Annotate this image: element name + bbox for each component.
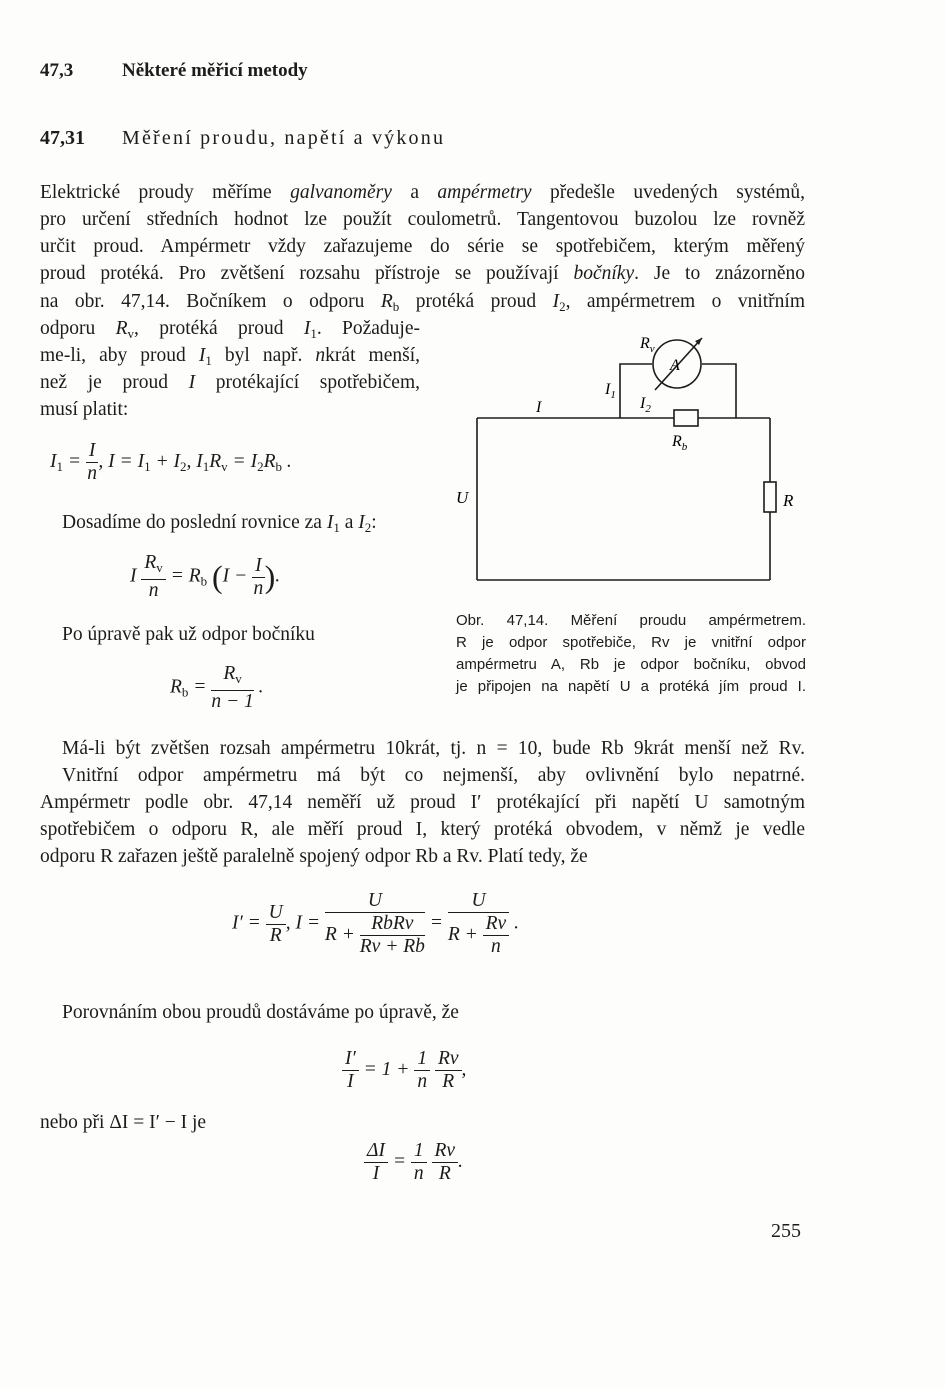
subsection-title: Měření proudu, napětí a výkonu bbox=[122, 127, 446, 149]
text-nebo: nebo při ΔI = I′ − I je bbox=[40, 1112, 207, 1133]
label-r: R bbox=[783, 491, 794, 510]
text-po-uprave: Po úpravě pak už odpor bočníku bbox=[62, 624, 315, 645]
equation-5: $\frac{I'}{I}$ = 1 + $\frac{1}{n}$ $\frac{Rv}{R}$ , bbox=[342, 1048, 466, 1093]
equation-4: I′ = $\frac{U}{R}$ , I = U R + $\frac{\text{RbRv}}{Rv + Rb}$ = U R + $\frac{Rv}{n}$ . bbox=[232, 890, 519, 957]
label-i1: $I_1$ bbox=[605, 381, 616, 401]
paragraph-line: spotřebičem o odporu R, ale měří proud I, který protéká obvodem, v němž je vedle bbox=[40, 819, 805, 840]
paragraph-line: Vnitřní odpor ampérmetru má být co nejmenší, aby ovlivnění bylo nepatrné. bbox=[62, 765, 805, 786]
paragraph-line: me-li, aby proud $I_1$ byl např. nkrát menší, bbox=[40, 345, 420, 368]
label-i2: $I_2$ bbox=[640, 395, 651, 415]
section-heading bbox=[40, 60, 308, 82]
equation-3: $R_b$ = $\frac{R_v}{n - 1}$ . bbox=[170, 663, 264, 712]
equation-2: I $\frac{R_v}{n}$ = $R_b$ (I − $\frac{I}{n}$ ). bbox=[130, 552, 281, 601]
equation-6: $\frac{\Delta I}{I}$ = $\frac{1}{n}$ $\frac{Rv}{R}$ . bbox=[364, 1140, 463, 1185]
paragraph-line: určit proud. Ampérmetr vždy zařazujeme do série se spotřebičem, kterým měřený bbox=[40, 236, 805, 257]
label-a: A bbox=[670, 357, 680, 374]
load-resistor bbox=[764, 482, 776, 512]
paragraph-line: musí platit: bbox=[40, 399, 129, 420]
figure-caption-line: R je odpor spotřebiče, Rv je vnitřní odpor bbox=[456, 634, 806, 651]
subsection-number: 47,31 bbox=[40, 127, 85, 149]
circuit-diagram bbox=[440, 320, 820, 590]
shunt-resistor bbox=[674, 410, 698, 426]
paragraph-line: odporu $R_v$, protéká proud $I_1$. Požaduje- bbox=[40, 318, 420, 341]
figure-caption-line: ampérmetru A, Rb je odpor bočníku, obvod bbox=[456, 656, 806, 673]
label-rv: $R_v$ bbox=[640, 335, 655, 355]
paragraph-line: proud protéká. Pro zvětšení rozsahu přístroje se používají bočníky. Je to znázorněno bbox=[40, 263, 805, 284]
section-title: Některé měřicí metody bbox=[122, 60, 308, 81]
ammeter-wire-right bbox=[702, 364, 736, 418]
paragraph-line: než je proud I protékající spotřebičem, bbox=[40, 372, 420, 393]
label-u: U bbox=[456, 488, 469, 507]
subsection-heading bbox=[40, 127, 445, 150]
figure-caption-line: Obr. 47,14. Měření proudu ampérmetrem. bbox=[456, 612, 806, 629]
paragraph-line: pro určení středních hodnot lze použít coulometrů. Tangentovou buzolou lze rovněž bbox=[40, 209, 805, 230]
paragraph-line: odporu R zařazen ještě paralelně spojený odpor Rb a Rv. Platí tedy, že bbox=[40, 846, 588, 867]
section-number: 47,3 bbox=[40, 60, 74, 81]
paragraph-line: na obr. 47,14. Bočníkem o odporu $R_b$ protéká proud $I_2$, ampérmetrem o vnitřním bbox=[40, 291, 805, 314]
label-i: I bbox=[536, 399, 542, 416]
page-number: 255 bbox=[771, 1220, 801, 1242]
text-dosadime: Dosadíme do poslední rovnice za $I_1$ a $I_2$: bbox=[62, 512, 377, 535]
paragraph-line: Má-li být zvětšen rozsah ampérmetru 10krát, tj. n = 10, bude Rb 9krát menší než Rv. bbox=[62, 738, 805, 759]
figure-caption-line: je připojen na napětí U a protéká jím proud I. bbox=[456, 678, 806, 695]
paragraph-line: Elektrické proudy měříme galvanoměry a ampérmetry předešle uvedených systémů, bbox=[40, 182, 805, 203]
equation-1: $I_1$ = $\frac{I}{n}$ , $I = I_1 + I_2$, $I_1R_v = I_2R_b$ . bbox=[50, 440, 292, 484]
paragraph-line: Ampérmetr podle obr. 47,14 neměří už proud I′ protékající při napětí U samotným bbox=[40, 792, 805, 813]
label-rb: $R_b$ bbox=[672, 433, 688, 453]
text-porovnanim: Porovnáním obou proudů dostáváme po úpravě, že bbox=[62, 1002, 459, 1023]
